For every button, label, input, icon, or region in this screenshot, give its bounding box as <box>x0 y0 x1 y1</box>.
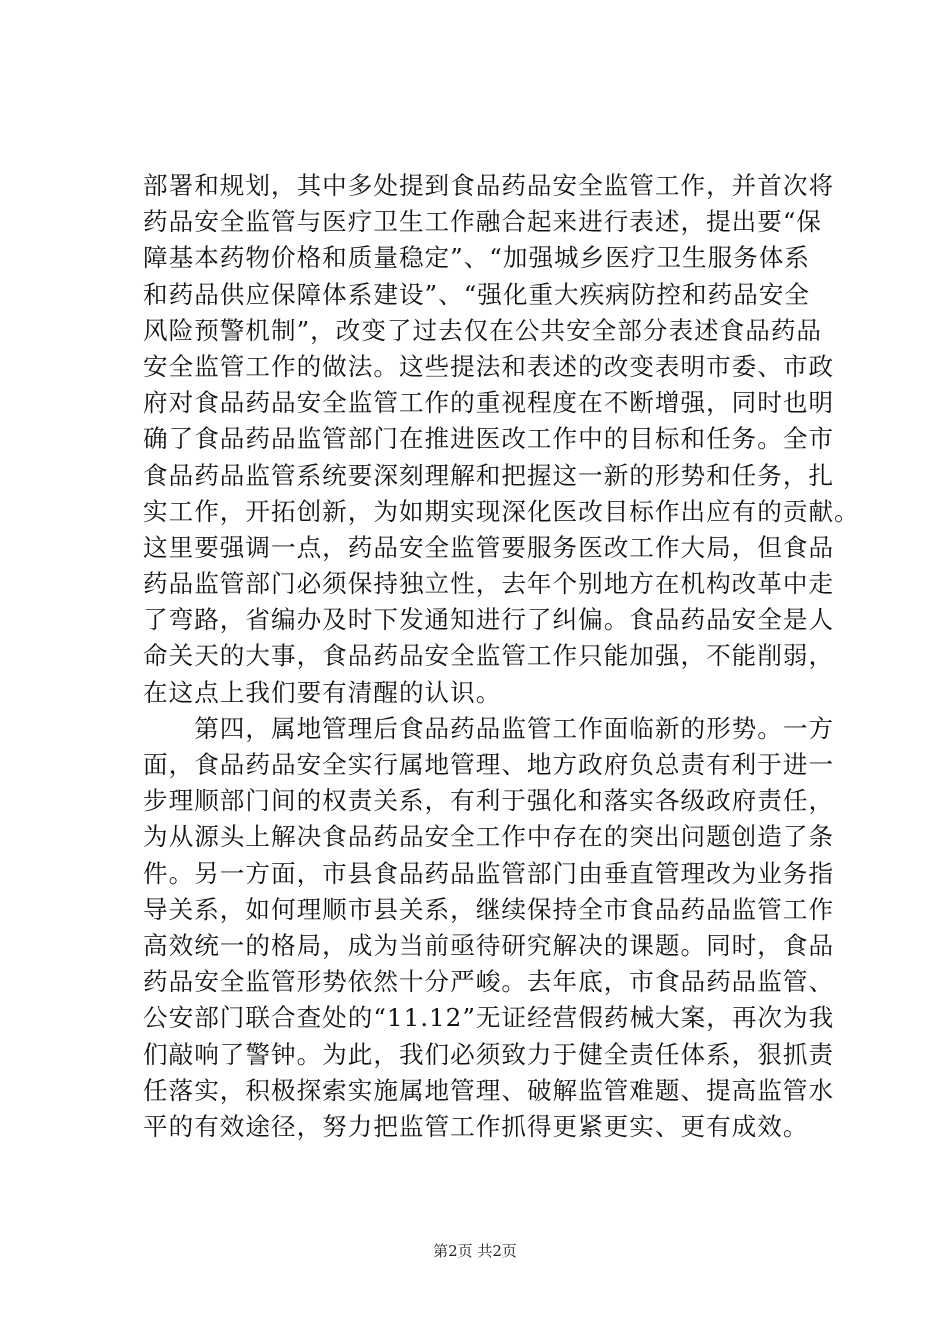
text-line: 公安部门联合查处的“11.12”无证经营假药械大案，再次为我 <box>143 1003 835 1033</box>
text-line: 高效统一的格局，成为当前亟待研究解决的课题。同时，食品 <box>143 930 835 960</box>
text-line: 第四，属地管理后食品药品监管工作面临新的形势。一方 <box>143 713 835 743</box>
text-line: 药品安全监管形势依然十分严峻。去年底，市食品药品监管、 <box>143 967 835 997</box>
page-number-footer: 第2页 共2页 <box>433 1242 517 1260</box>
text-line: 风险预警机制”，改变了过去仅在公共安全部分表述食品药品 <box>143 315 823 345</box>
text-line: 和药品供应保障体系建设”、“强化重大疾病防控和药品安全 <box>143 279 810 309</box>
body-text <box>143 168 860 1145</box>
text-line: 药品监管部门必须保持独立性，去年个别地方在机构改革中走 <box>143 569 835 599</box>
text-line: 平的有效途径，努力把监管工作抓得更紧更实、更有成效。 <box>143 1111 809 1141</box>
text-line: 实工作，开拓创新，为如期实现深化医改目标作出应有的贡献。 <box>143 496 860 526</box>
text-line: 任落实，积极探索实施属地管理、破解监管难题、提高监管水 <box>143 1075 835 1105</box>
text-line: 了弯路，省编办及时下发通知进行了纠偏。食品药品安全是人 <box>143 605 835 635</box>
text-line: 面，食品药品安全实行属地管理、地方政府负总责有利于进一 <box>143 750 835 779</box>
text-line: 为从源头上解决食品药品安全工作中存在的突出问题创造了条 <box>143 822 835 852</box>
text-line: 食品药品监管系统要深刻理解和把握这一新的形势和任务，扎 <box>143 460 835 490</box>
text-line: 确了食品药品监管部门在推进医改工作中的目标和任务。全市 <box>143 424 835 454</box>
text-line: 在这点上我们要有清醒的认识。 <box>143 677 502 707</box>
text-line: 障基本药物价格和质量稳定”、“加强城乡医疗卫生服务体系 <box>143 243 810 273</box>
text-line: 这里要强调一点，药品安全监管要服务医改工作大局，但食品 <box>143 532 835 562</box>
text-line: 药品安全监管与医疗卫生工作融合起来进行表述，提出要“保 <box>143 207 823 237</box>
text-line: 安全监管工作的做法。这些提法和表述的改变表明市委、市政 <box>143 351 835 381</box>
text-line: 步理顺部门间的权责关系，有利于强化和落实各级政府责任， <box>143 786 835 816</box>
text-line: 部署和规划，其中多处提到食品药品安全监管工作，并首次将 <box>143 171 835 200</box>
text-line: 们敲响了警钟。为此，我们必须致力于健全责任体系，狠抓责 <box>143 1039 835 1069</box>
text-line: 件。另一方面，市县食品药品监管部门由垂直管理改为业务指 <box>143 858 835 888</box>
text-line: 导关系，如何理顺市县关系，继续保持全市食品药品监管工作 <box>143 894 835 924</box>
text-line: 府对食品药品安全监管工作的重视程度在不断增强，同时也明 <box>143 388 835 418</box>
text-line: 命关天的大事，食品药品安全监管工作只能加强，不能削弱， <box>143 641 835 671</box>
